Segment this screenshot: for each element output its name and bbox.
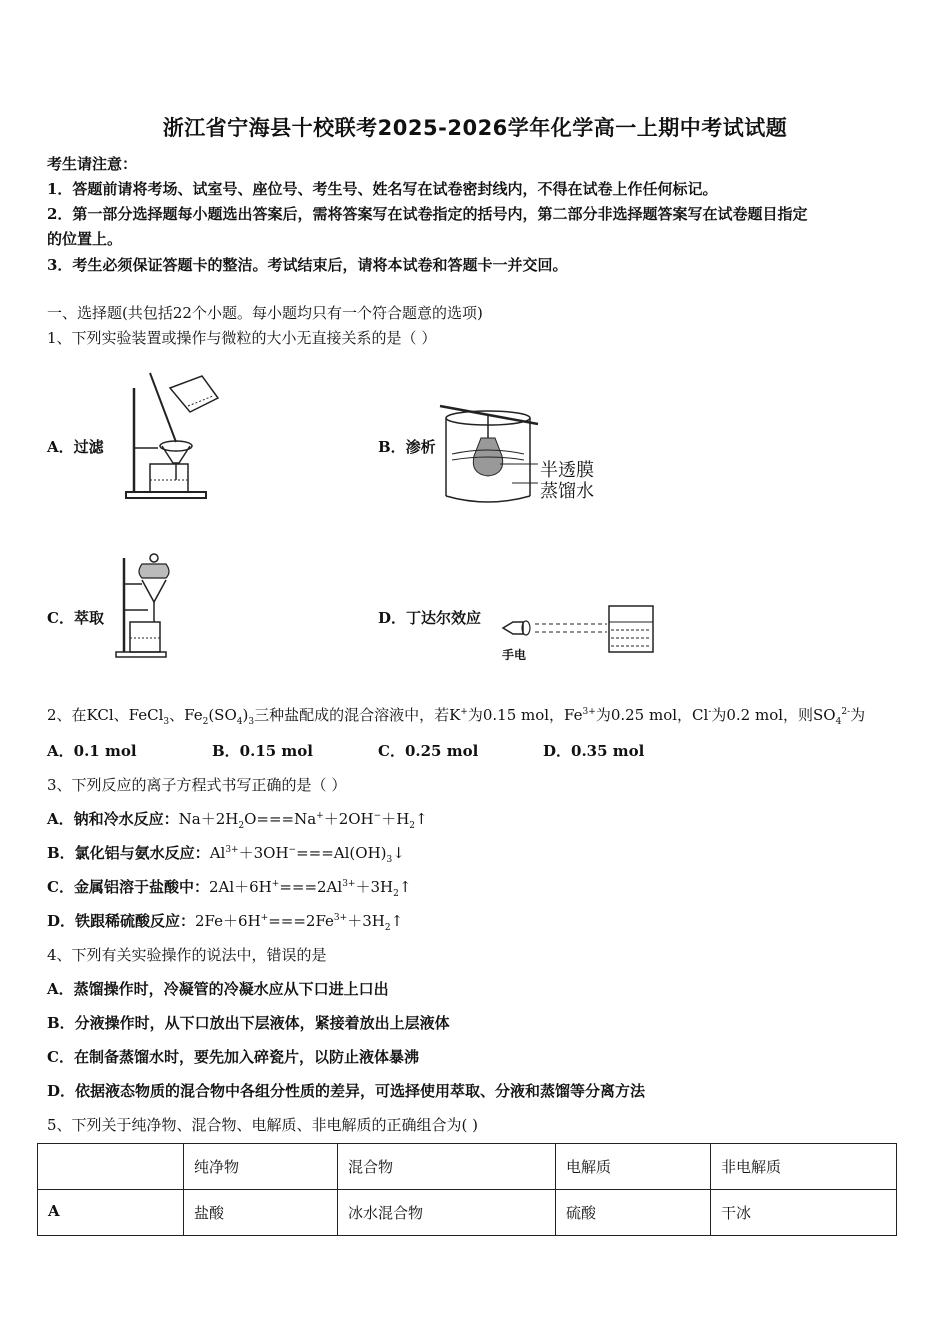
- flashlight-label: 手电: [502, 648, 527, 662]
- notice-item-2: 2．第一部分选择题每小题选出答案后，需将答案写在试卷指定的括号内，第二部分非选择题答案写在试卷题目指定: [47, 205, 808, 223]
- extraction-figure: [108, 550, 178, 660]
- notice-item-3: 3．考生必须保证答题卡的整洁。考试结束后，请将本试卷和答题卡一并交回。: [47, 256, 568, 274]
- table-header-cell: 非电解质: [711, 1144, 897, 1190]
- filtration-figure: [118, 368, 228, 503]
- q3-stem: 3、下列反应的离子方程式书写正确的是（ ）: [47, 776, 347, 794]
- q4-option-b: B．分液操作时，从下口放出下层液体，紧接着放出上层液体: [47, 1014, 450, 1032]
- table-header-cell: 电解质: [556, 1144, 711, 1190]
- q2-option-b: B．0.15 mol: [212, 742, 314, 760]
- table-cell: 冰水混合物: [338, 1190, 556, 1236]
- q1-option-a: A．过滤: [47, 438, 104, 456]
- table-header-row: [38, 1144, 897, 1190]
- q2-stem: 2、在KCl、FeCl$_3$、$Fe_2(SO_4)_3$三种盐配成的混合溶液中，若K+为0.15 mol，$Fe^{3+}$为0.25 mol，Cl-为0.2 mol，则$SO_4^{2-}$为: [47, 706, 866, 727]
- page-title: 浙江省宁海县十校联考2025-2026学年化学高一上期中考试试题: [162, 116, 788, 140]
- table-row: [38, 1190, 897, 1236]
- distilled-water-label: 蒸馏水: [540, 481, 594, 502]
- notice-item-1: 1．答题前请将考场、试室号、座位号、考生号、姓名写在试卷密封线内，不得在试卷上作任何标记。: [47, 180, 718, 198]
- table-header-cell: 混合物: [338, 1144, 556, 1190]
- table-cell: 干冰: [711, 1190, 897, 1236]
- q1-option-b: B．渗析: [378, 438, 436, 456]
- q4-option-a: A．蒸馏操作时，冷凝管的冷凝水应从下口进上口出: [47, 980, 389, 998]
- q1-option-c: C．萃取: [47, 609, 104, 627]
- table-header-cell: 纯净物: [184, 1144, 338, 1190]
- q3-option-a: A．钠和冷水反应：$Na+2H_2O===Na^++2OH^-+H_2↑$: [47, 810, 428, 831]
- notice-item-2-cont: 的位置上。: [47, 230, 123, 248]
- notice-heading: 考生请注意：: [47, 155, 138, 173]
- q4-option-c: C．在制备蒸馏水时，要先加入碎瓷片，以防止液体暴沸: [47, 1048, 419, 1066]
- q2-option-d: D．0.35 mol: [543, 742, 645, 760]
- q4-stem: 4、下列有关实验操作的说法中，错误的是: [47, 946, 327, 964]
- q3-option-c: C．金属铝溶于盐酸中：$2Al+6H^+===2Al^{3+}+3H_2↑$: [47, 878, 412, 899]
- table-cell: 硫酸: [556, 1190, 711, 1236]
- membrane-label: 半透膜: [540, 460, 594, 481]
- q3-option-d: D．铁跟稀硫酸反应：$2Fe+6H^+===2Fe^{3+}+3H_2↑$: [47, 912, 404, 933]
- section-heading: 一、选择题(共包括22个小题。每小题均只有一个符合题意的选项): [47, 304, 483, 322]
- q3-option-b: B．氯化铝与氨水反应：$Al^{3+}+3OH^-===Al(OH)_3↓$: [47, 844, 405, 865]
- q5-stem: 5、下列关于纯净物、混合物、电解质、非电解质的正确组合为( ): [47, 1116, 479, 1134]
- q5-table: [37, 1143, 897, 1236]
- table-cell: A: [38, 1190, 184, 1236]
- table-header-cell: [38, 1144, 184, 1190]
- table-cell: 盐酸: [184, 1190, 338, 1236]
- q4-option-d: D．依据液态物质的混合物中各组分性质的差异，可选择使用萃取、分液和蒸馏等分离方法: [47, 1082, 646, 1100]
- q1-option-d: D．丁达尔效应: [378, 609, 482, 627]
- q1-stem: 1、下列实验装置或操作与微粒的大小无直接关系的是（ ）: [47, 329, 437, 347]
- q2-option-c: C．0.25 mol: [378, 742, 479, 760]
- q2-option-a: A．0.1 mol: [47, 742, 137, 760]
